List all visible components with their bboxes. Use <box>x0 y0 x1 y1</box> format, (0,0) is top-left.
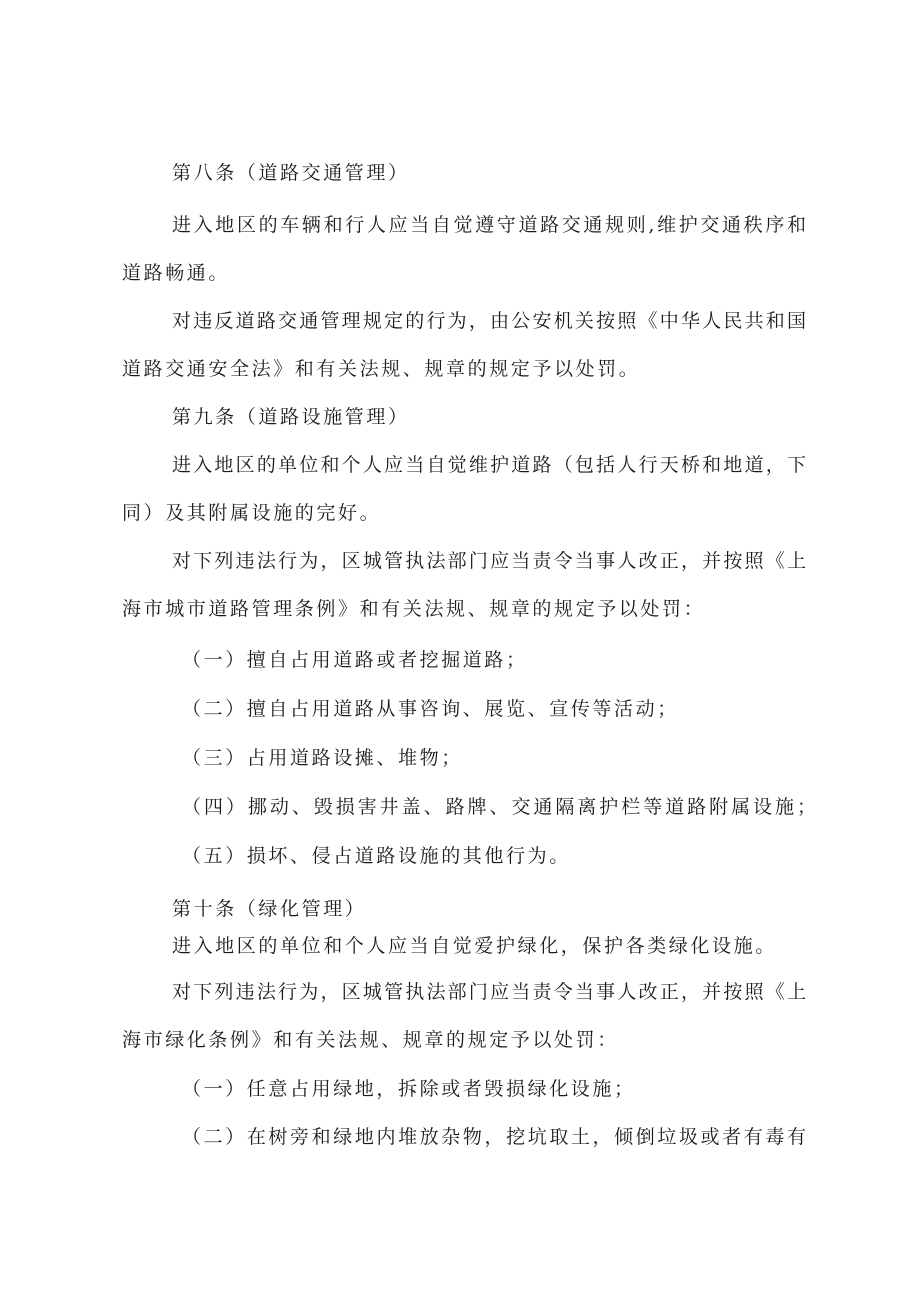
article-10-paragraph-2-line-2: 海市绿化条例》和有关法规、规章的规定予以处罚： <box>122 1029 619 1051</box>
article-9-heading: 第九条（道路设施管理） <box>172 406 410 428</box>
article-9-item-5: （五）损坏、侵占道路设施的其他行为。 <box>182 845 571 867</box>
article-8-paragraph-2-line-2: 道路交通安全法》和有关法规、规章的规定予以处罚。 <box>122 358 641 380</box>
article-9-item-2: （二）擅自占用道路从事咨询、展览、宣传等活动； <box>182 698 679 720</box>
article-9-paragraph-2-line-1: 对下列违法行为，区城管执法部门应当责令当事人改正，并按照《上 <box>172 550 806 572</box>
article-9-item-4: （四）挪动、毁损害井盖、路牌、交通隔离护栏等道路附属设施； <box>182 796 816 818</box>
article-10-item-2: （二）在树旁和绿地内堆放杂物，挖坑取土，倾倒垃圾或者有毒有 <box>182 1126 806 1148</box>
article-8-paragraph-1-line-2: 道路畅通。 <box>122 262 231 284</box>
article-9-paragraph-1-line-2: 同）及其附属设施的完好。 <box>122 502 382 524</box>
article-10-paragraph-1: 进入地区的单位和个人应当自觉爱护绿化，保护各类绿化设施。 <box>172 935 777 957</box>
article-9-paragraph-1-line-1: 进入地区的单位和个人应当自觉维护道路（包括人行天桥和地道，下 <box>172 454 806 476</box>
article-9-paragraph-2-line-2: 海市城市道路管理条例》和有关法规、规章的规定予以处罚： <box>122 598 706 620</box>
article-8-paragraph-1-line-1: 进入地区的车辆和行人应当自觉遵守道路交通规则,维护交通秩序和 <box>172 214 806 236</box>
article-8-paragraph-2-line-1: 对违反道路交通管理规定的行为，由公安机关按照《中华人民共和国 <box>172 310 806 332</box>
article-10-item-1: （一）任意占用绿地，拆除或者毁损绿化设施； <box>182 1078 636 1100</box>
article-8-heading: 第八条（道路交通管理） <box>172 162 410 184</box>
article-9-item-3: （三）占用道路设摊、堆物； <box>182 747 463 769</box>
article-10-paragraph-2-line-1: 对下列违法行为，区城管执法部门应当责令当事人改正，并按照《上 <box>172 981 806 1003</box>
article-10-heading: 第十条（绿化管理） <box>172 898 367 920</box>
article-9-item-1: （一）擅自占用道路或者挖掘道路； <box>182 649 528 671</box>
